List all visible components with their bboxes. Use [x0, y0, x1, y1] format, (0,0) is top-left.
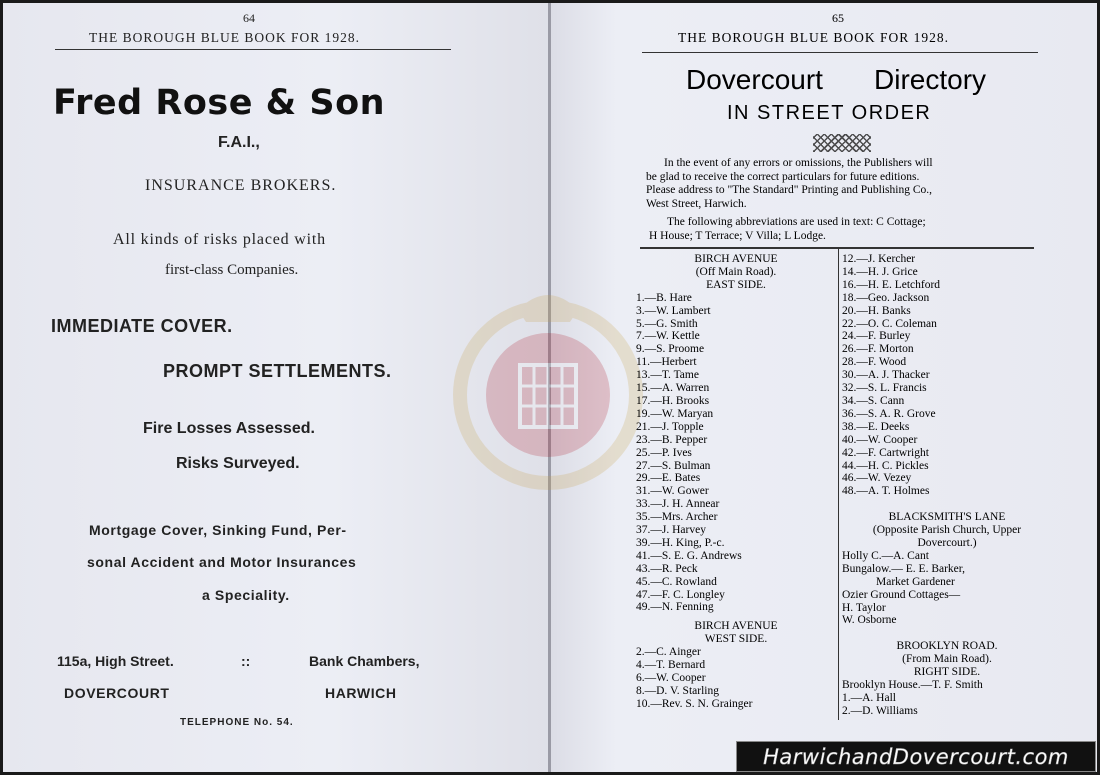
directory-entry: 36.—S. A. R. Grove	[842, 407, 936, 420]
notice	[646, 157, 933, 211]
directory-entry: 2.—C. Ainger	[636, 646, 701, 659]
street-heading: BROOKLYN ROAD.	[896, 640, 998, 653]
directory-entry: 10.—Rev. S. N. Grainger	[636, 697, 753, 710]
directory-entry: 33.—J. H. Annear	[636, 498, 720, 511]
directory-top-rule	[640, 247, 1034, 249]
page-number: 65	[832, 11, 844, 25]
street-heading: RIGHT SIDE.	[913, 666, 981, 679]
directory-entry: Ozier Ground Cottages—	[842, 588, 961, 601]
risks-line: All kinds of risks placed with	[113, 231, 326, 248]
directory-entry: 25.—P. Ives	[636, 446, 692, 459]
directory-entry: 44.—H. C. Pickles	[842, 459, 929, 472]
header-rule	[55, 49, 451, 50]
directory-entry: 38.—E. Deeks	[842, 420, 910, 433]
running-head: THE BOROUGH BLUE BOOK FOR 1928.	[89, 30, 361, 45]
street-heading: (Off Main Road).	[695, 265, 777, 278]
directory-entry: Market Gardener	[876, 575, 955, 588]
abbrev-line: H House; T Terrace; V Villa; L Lodge.	[649, 229, 826, 242]
running-head: THE BOROUGH BLUE BOOK FOR 1928.	[678, 30, 950, 45]
firm-name: Fred Rose & Son	[53, 83, 386, 123]
directory-entry: W. Osborne	[842, 614, 897, 627]
directory-entry: 2.—D. Williams	[842, 704, 918, 717]
directory-entry: 49.—N. Fenning	[636, 601, 714, 614]
site-logo-text: HarwichandDovercourt.com	[763, 745, 1069, 769]
fire-losses: Fire Losses Assessed.	[143, 420, 315, 437]
directory-entry: 41.—S. E. G. Andrews	[636, 549, 742, 562]
directory-entry: 40.—W. Cooper	[842, 433, 918, 446]
street-heading: (Opposite Parish Church, Upper	[872, 524, 1022, 537]
directory-entry: 3.—W. Lambert	[636, 304, 711, 317]
directory-entry: 43.—R. Peck	[636, 562, 698, 575]
firm-qualification: F.A.I.,	[218, 134, 260, 151]
street-heading: WEST SIDE.	[704, 633, 768, 646]
directory-entry: 21.—J. Topple	[636, 420, 704, 433]
directory-entry: 6.—W. Cooper	[636, 672, 706, 684]
directory-entry: 14.—H. J. Grice	[842, 265, 918, 278]
street-heading: EAST SIDE.	[706, 278, 766, 291]
directory-entry: 1.—A. Hall	[842, 692, 896, 704]
directory-entry: 26.—F. Morton	[842, 343, 914, 356]
directory-entry: 22.—O. C. Coleman	[842, 317, 937, 330]
directory-entry: H. Taylor	[842, 601, 886, 614]
directory-title: Directory	[874, 64, 987, 95]
directory-entry: 13.—T. Tame	[636, 369, 699, 382]
directory-entry: Holly C.—A. Cant	[842, 549, 929, 562]
directory-entry: 19.—W. Maryan	[636, 407, 714, 420]
directory-entry: 32.—S. L. Francis	[842, 382, 927, 395]
abbrev-line: The following abbreviations are used in text: C Cottage;	[667, 216, 926, 228]
directory-entry: 4.—T. Bernard	[636, 659, 706, 672]
header-rule	[642, 52, 1038, 53]
directory-entry: 31.—W. Gower	[636, 485, 709, 498]
address-town: HARWICH	[325, 685, 397, 701]
column-divider	[838, 249, 839, 720]
business-type: INSURANCE BROKERS.	[145, 177, 337, 194]
directory-entry: 35.—Mrs. Archer	[636, 511, 718, 524]
speciality-line: a Speciality.	[202, 587, 290, 603]
directory-entry: 5.—G. Smith	[636, 317, 698, 330]
directory-entry: 8.—D. V. Starling	[636, 684, 719, 697]
address-separator: ::	[241, 653, 251, 669]
harwich-crest-icon	[448, 280, 648, 495]
directory-column-left	[636, 253, 836, 711]
directory-entry: 29.—E. Bates	[636, 472, 701, 485]
street-heading: BIRCH AVENUE	[694, 253, 778, 265]
directory-entry: 30.—A. J. Thacker	[842, 369, 930, 382]
address-town: DOVERCOURT	[64, 685, 170, 701]
speciality-line: Mortgage Cover, Sinking Fund, Per-	[89, 522, 347, 538]
directory-entry: 47.—F. C. Longley	[636, 588, 725, 601]
prompt-settlements: PROMPT SETTLEMENTS.	[163, 361, 392, 381]
directory-entry: 28.—F. Wood	[842, 356, 907, 369]
directory-entry: 37.—J. Harvey	[636, 524, 706, 537]
risks-surveyed: Risks Surveyed.	[176, 455, 300, 472]
address-street: 115a, High Street.	[57, 653, 174, 669]
directory-title: Dovercourt	[686, 64, 823, 95]
directory-entry: Brooklyn House.—T. F. Smith	[842, 679, 983, 692]
ornament-divider	[813, 134, 871, 152]
directory-entry: 45.—C. Rowland	[636, 575, 717, 588]
street-heading: BIRCH AVENUE	[694, 620, 778, 633]
directory-entry: 23.—B. Pepper	[636, 433, 708, 446]
directory-entry: Bungalow.— E. E. Barker,	[842, 562, 966, 575]
street-heading: BLACKSMITH'S LANE	[888, 511, 1006, 524]
page-number: 64	[243, 11, 255, 25]
notice-line: Please address to "The Standard" Printing and Publishing Co.,	[646, 184, 933, 196]
directory-entry: 1.—B. Hare	[636, 291, 692, 304]
directory-entry: 24.—F. Burley	[842, 330, 911, 343]
speciality-line: sonal Accident and Motor Insurances	[87, 554, 357, 570]
abbreviations	[649, 216, 926, 243]
directory-entry: 18.—Geo. Jackson	[842, 291, 930, 304]
notice-line: West Street, Harwich.	[646, 197, 747, 210]
directory-entry: 16.—H. E. Letchford	[842, 278, 941, 291]
directory-entry: 9.—S. Proome	[636, 343, 705, 356]
notice-line: In the event of any errors or omissions, the Publishers will	[664, 157, 933, 169]
directory-entry: 7.—W. Kettle	[636, 330, 700, 343]
street-heading: (From Main Road).	[902, 653, 992, 666]
directory-entry: 27.—S. Bulman	[636, 459, 711, 472]
directory-entry: 11.—Herbert	[636, 356, 697, 369]
directory-entry: 20.—H. Banks	[842, 304, 911, 317]
directory-entry: 46.—W. Vezey	[842, 472, 912, 485]
directory-entry: 48.—A. T. Holmes	[842, 485, 930, 498]
immediate-cover: IMMEDIATE COVER.	[51, 316, 233, 336]
telephone: TELEPHONE No. 54.	[180, 717, 294, 728]
street-heading: Dovercourt.)	[917, 537, 977, 550]
directory-entry: 34.—S. Cann	[842, 394, 905, 407]
risks-line: first-class Companies.	[165, 262, 299, 278]
site-logo	[736, 741, 1096, 772]
directory-entry: 12.—J. Kercher	[842, 253, 916, 265]
directory-column-right	[842, 253, 1052, 718]
directory-entry: 42.—F. Cartwright	[842, 446, 929, 459]
directory-entry: 39.—H. King, P.-c.	[636, 536, 725, 549]
directory-entry: 17.—H. Brooks	[636, 394, 710, 407]
directory-entry: 15.—A. Warren	[636, 382, 710, 395]
notice-line: be glad to receive the correct particulars for future editions.	[646, 170, 920, 183]
address-street: Bank Chambers,	[309, 653, 420, 669]
directory-subtitle: IN STREET ORDER	[727, 102, 932, 124]
